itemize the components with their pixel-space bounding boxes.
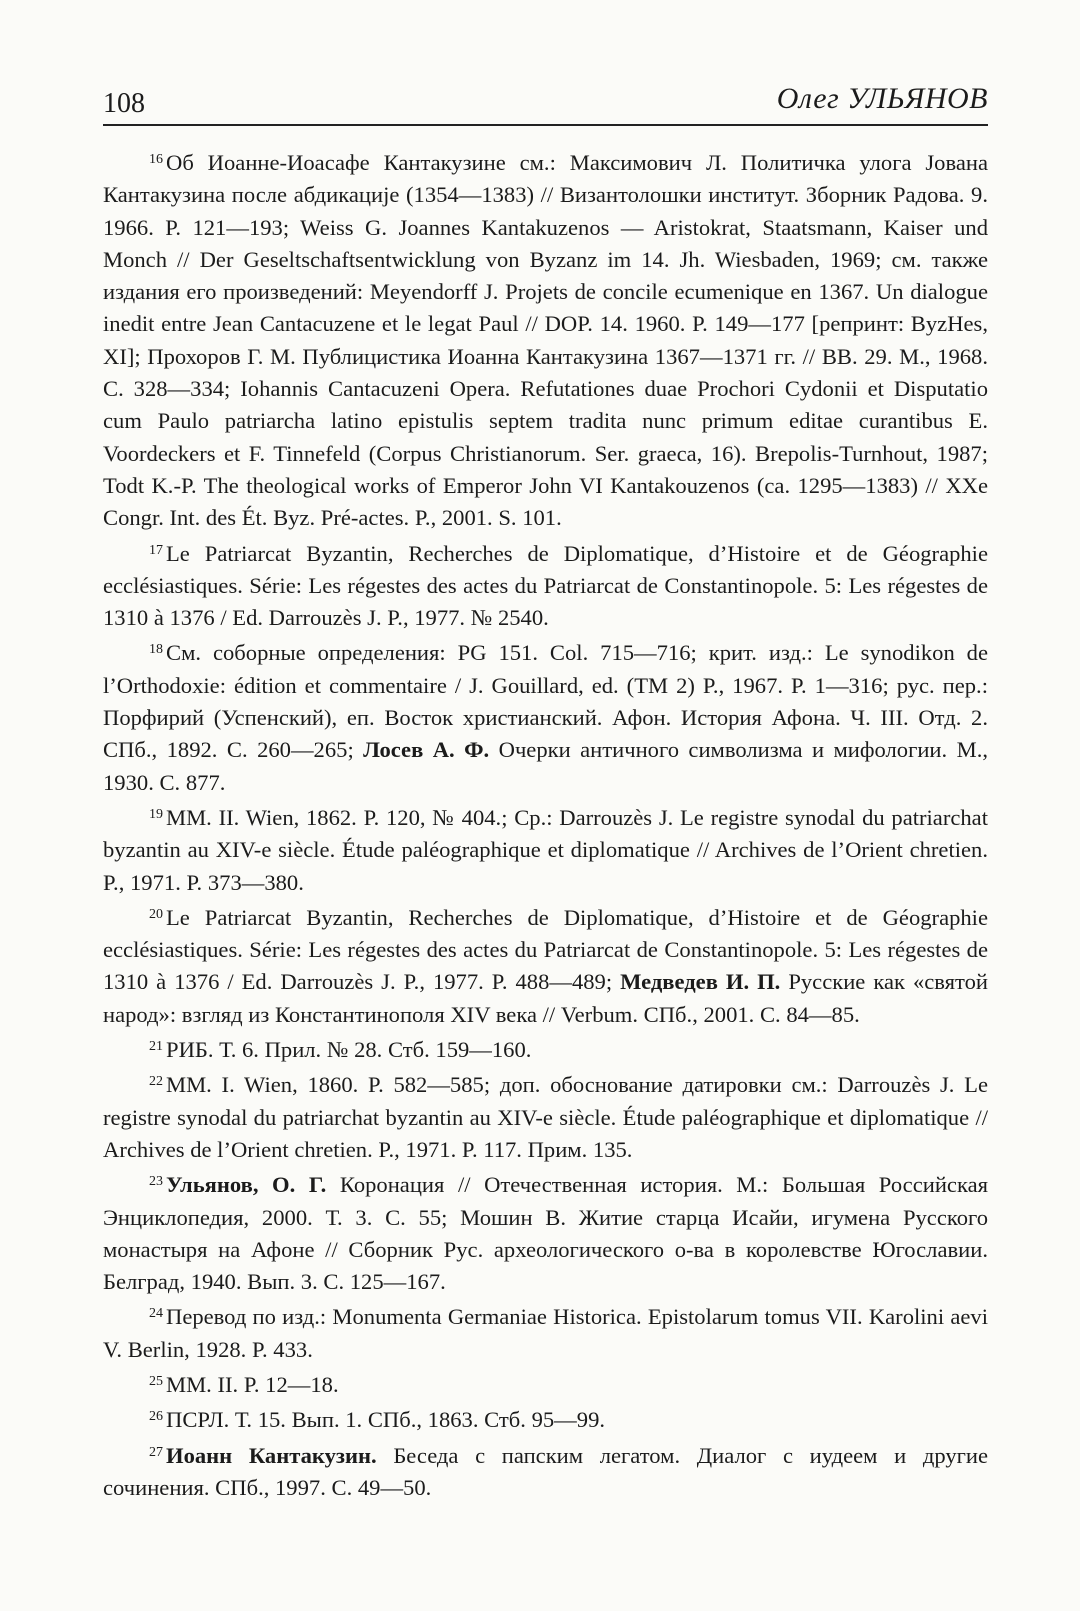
footnote-23 bbox=[103, 1166, 988, 1298]
footnote-18 bbox=[103, 634, 988, 798]
footnote-author: Лосев А. Ф. bbox=[363, 737, 490, 763]
footnote-text: MM. II. Wien, 1862. P. 120, № 404.; Ср.: Darrouzès J. Le registre synodal du patriarchat byzantin au XIV-e siècle. Étude paléographique et diplomatique // Archives de l’Orient chretien. P., 1971. P. 373—380. bbox=[103, 804, 988, 895]
footnote-16 bbox=[103, 144, 988, 535]
footnote-text: MM. II. P. 12—18. bbox=[166, 1371, 339, 1397]
footnote-19 bbox=[103, 799, 988, 899]
footnote-text: См. соборные определения: PG 151. Col. 715—716; крит. изд.: Le synodikon de l’Orthodoxie: édition et commentaire / J. Gouillard, ed. (TM 2) P., 1967. P. 1—316; рус. пер.: Порфирий (Успенский), еп. Восток христианский. Афон. История Афона. Ч. III. Отд. 2. СПб., 1892. С. 260—265; bbox=[103, 640, 988, 763]
footnote-number: 24 bbox=[149, 1306, 163, 1322]
footnote-text: Le Patriarcat Byzantin, Recherches de Diplomatique, d’Histoire et de Géographie ecclésiastiques. Série: Les régestes des actes du Patriarcat de Constantinopole. 5: Les régestes de 1310 à 1376 / Ed. Darrouzès J. P., 1977. P. 488—489; bbox=[103, 904, 988, 995]
page-number: 108 bbox=[103, 88, 145, 119]
footnote-25 bbox=[103, 1366, 988, 1401]
footnote-number: 25 bbox=[149, 1373, 163, 1389]
footnote-number: 26 bbox=[149, 1409, 163, 1425]
footnote-number: 17 bbox=[149, 542, 163, 558]
footnote-number: 18 bbox=[149, 642, 163, 658]
footnote-text: РИБ. Т. 6. Прил. № 28. Стб. 159—160. bbox=[166, 1037, 532, 1063]
footnote-22 bbox=[103, 1066, 988, 1166]
footnote-24 bbox=[103, 1298, 988, 1366]
footnote-21 bbox=[103, 1031, 988, 1066]
footnote-text: Об Иоанне-Иоасафе Кантакузине см.: Максимович Л. Политичка улога Јована Кантакузина после абдикације (1354—1383) // Византолошки институт. Зборник Радова. 9. 1966. P. 121—193; Weiss G. Joannes Kantakuzenos — Aristokrat, Staatsmann, Kaiser und Monch // Der Geseltschaftsentwicklung von Byzanz im 14. Jh. Wiesbaden, 1969; см. также издания его произведений: Meyendorff J. Projets de concile ecumenique en 1367. Un dialogue inedit entre Jean Cantacuzene et le legat Paul // DOP. 14. 1960. P. 149—177 [репринт: ByzHes, XI]; Прохоров Г. М. Публицистика Иоанна Кантакузина 1367—1371 гг. // ВВ. 29. М., 1968. С. 328—334; Iohannis Cantacuzeni Opera. Refutationes duae Prochori Cydonii et Disputatio cum Paulo patriarcha latino epistulis septem tradita nunc primum editae curantibus E. Voordeckers et F. Tinnefeld (Corpus Christianorum. Ser. graeca, 16). Brepolis-Turnhout, 1987; Todt K.-P. The theological works of Emperor John VI Kantakouzenos (ca. 1295—1383) // XXe Congr. Int. des Ét. Byz. Pré-actes. P., 2001. S. 101. bbox=[103, 150, 988, 531]
footnote-26 bbox=[103, 1401, 988, 1436]
footnote-text: Очерки античного символизма и мифологии. М., 1930. С. 877. bbox=[103, 737, 989, 795]
page-header bbox=[103, 0, 988, 126]
footnote-text: Коронация // Отечественная история. М.: Большая Российская Энциклопедия, 2000. Т. 3. С. 55; Мошин В. Житие старца Исайи, игумена Русского монастыря на Афоне // Сборник Рус. археологического о-ва в королевстве Югославии. Белград, 1940. Вып. 3. С. 125—167. bbox=[103, 1172, 988, 1295]
footnote-text: Le Patriarcat Byzantin, Recherches de Diplomatique, d’Histoire et de Géographie ecclésiastiques. Série: Les régestes des actes du Patriarcat de Constantinopole. 5: Les régestes de 1310 à 1376 / Ed. Darrouzès J. P., 1977. № 2540. bbox=[103, 540, 988, 631]
footnote-text: ПСРЛ. Т. 15. Вып. 1. СПб., 1863. Стб. 95—99. bbox=[166, 1407, 606, 1433]
footnotes bbox=[103, 126, 988, 1504]
footnote-number: 21 bbox=[149, 1039, 163, 1055]
footnote-text: MM. I. Wien, 1860. P. 582—585; доп. обоснование датировки см.: Darrouzès J. Le registre synodal du patriarchat byzantin au XIV-e siècle. Étude paléographique et diplomatique // Archives de l’Orient chretien. P., 1971. P. 117. Прим. 135. bbox=[103, 1072, 988, 1162]
footnote-17 bbox=[103, 535, 988, 635]
footnote-text: Перевод по изд.: Monumenta Germaniae Historica. Epistolarum tomus VII. Karolini aevi V. Berlin, 1928. P. 433. bbox=[103, 1304, 988, 1362]
footnote-author: Ульянов, О. Г. bbox=[166, 1172, 327, 1198]
footnote-20 bbox=[103, 899, 988, 1031]
running-head: Олег УЛЬЯНОВ bbox=[776, 82, 988, 115]
footnote-number: 19 bbox=[149, 806, 163, 822]
footnote-text: Русские как «святой народ»: взгляд из Константинополя XIV века // Verbum. СПб., 2001. С. 84—85. bbox=[103, 969, 988, 1027]
footnote-author: Иоанн Кантакузин. bbox=[166, 1442, 377, 1468]
footnote-27 bbox=[103, 1437, 988, 1505]
footnote-number: 27 bbox=[149, 1444, 163, 1460]
footnote-number: 23 bbox=[149, 1174, 163, 1190]
footnote-author: Медведев И. П. bbox=[620, 969, 781, 995]
footnote-number: 16 bbox=[149, 152, 163, 167]
footnote-number: 22 bbox=[149, 1074, 163, 1090]
footnote-text: Беседа с папским легатом. Диалог с иудеем и другие сочинения. СПб., 1997. С. 49—50. bbox=[103, 1442, 989, 1500]
footnote-number: 20 bbox=[149, 906, 163, 922]
